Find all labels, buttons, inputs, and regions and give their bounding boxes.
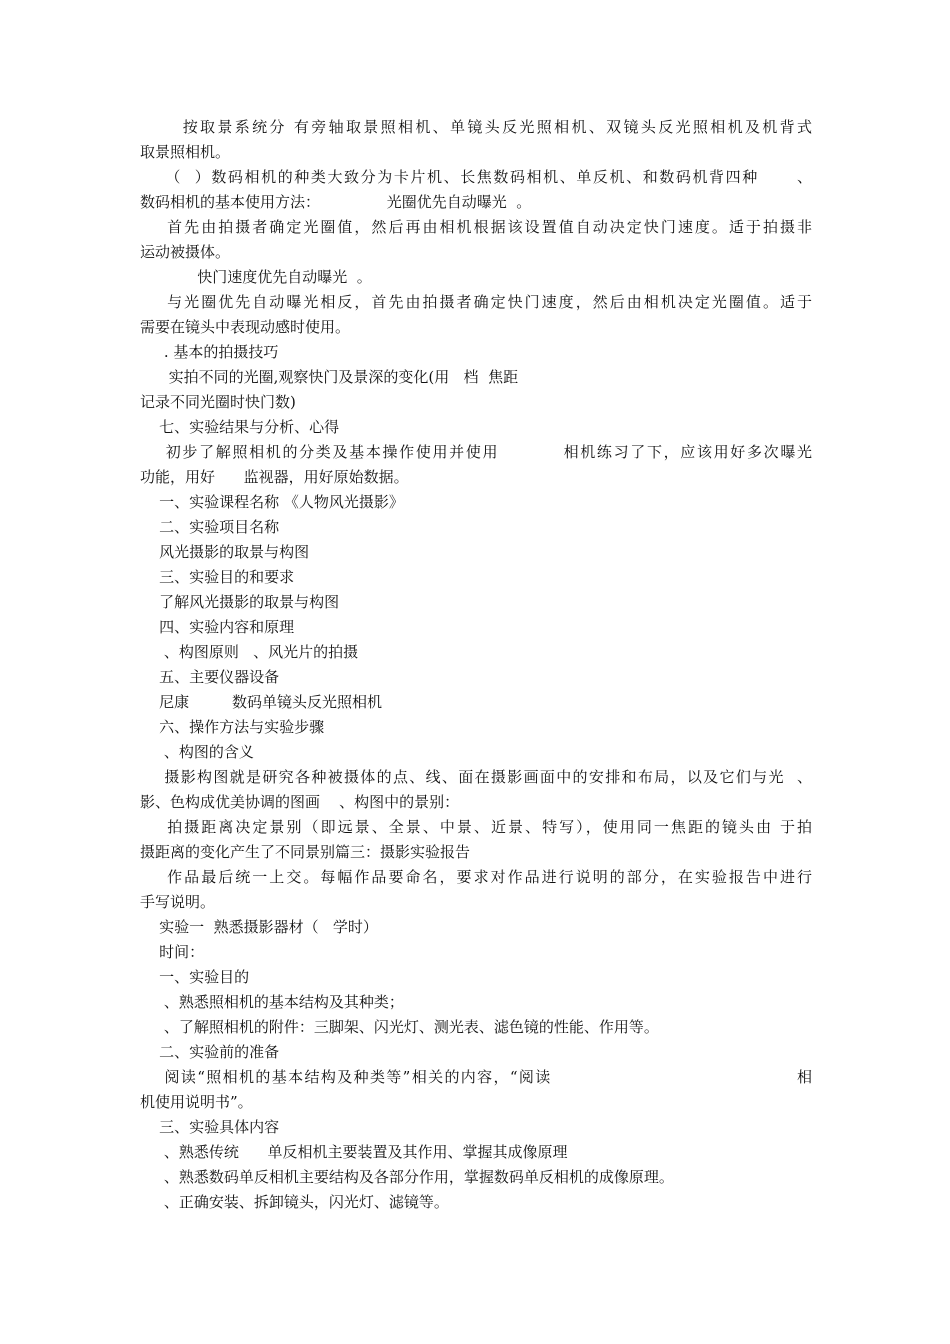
text-line: 需要在镜头中表现动感时使用。 [140,318,351,336]
text-line: 运动被摄体。 [140,243,231,261]
section-heading: 三、实验具体内容 [140,1118,280,1136]
text-line: 了解风光摄影的取景与构图 [140,593,340,611]
text-line: 作品最后统一上交。每幅作品要命名，要求对作品进行说明的部分，在实验报告中进行 [140,868,812,886]
section-heading: 六、操作方法与实验步骤 [140,718,325,736]
text-line: 首先由拍摄者确定光圈值，然后再由相机根据该设置值自动决定快门速度。适于拍摄非 [140,218,812,236]
section-heading: 五、主要仪器设备 [140,668,280,686]
text-line: 、熟悉传统 单反相机主要装置及其作用、掌握其成像原理 [140,1143,568,1161]
text-line: 时间： [140,943,205,961]
text-line: 、了解照相机的附件：三脚架、闪光灯、测光表、滤色镜的性能、作用等。 [140,1018,659,1036]
text-line: 手写说明。 [140,893,216,911]
text-line: （ ）数码相机的种类大致分为卡片机、长焦数码相机、单反机、和数码机背四种 、 [140,168,812,186]
text-line: 初步了解照相机的分类及基本操作使用并使用 相机练习了下，应该用好多次曝光 [140,443,812,461]
section-heading: 二、实验前的准备 [140,1043,280,1061]
text-line: 快门速度优先自动曝光 。 [140,268,372,286]
text-line: 摄影构图就是研究各种被摄体的点、线、面在摄影画面中的安排和布局，以及它们与光 、 [140,768,812,786]
section-heading: 一、实验课程名称 《人物风光摄影》 [140,493,404,511]
text-line: 数码相机的基本使用方法： 光圈优先自动曝光 。 [140,193,532,211]
text-line: 风光摄影的取景与构图 [140,543,310,561]
text-line: 阅读“照相机的基本结构及种类等”相关的内容，“阅读 相 [140,1068,812,1086]
text-line: 机使用说明书”。 [140,1093,253,1111]
text-line: 拍摄距离决定景别（即远景、全景、中景、近景、特写），使用同一焦距的镜头由 于拍 [140,818,812,836]
text-line: 、熟悉数码单反相机主要结构及各部分作用，掌握数码单反相机的成像原理。 [140,1168,674,1186]
section-heading: 七、实验结果与分析、心得 [140,418,340,436]
section-heading: 实验一 熟悉摄影器材（ 学时） [140,918,378,936]
text-line: 影、色构成优美协调的图画 、构图中的景别： [140,793,460,811]
text-line: 按取景系统分 有旁轴取景照相机、单镜头反光照相机、双镜头反光照相机及机背式 [140,118,812,136]
text-line: 取景照相机。 [140,143,231,161]
text-line: 、正确安装、拆卸镜头，闪光灯、滤镜等。 [140,1193,449,1211]
text-line: 功能，用好 监视器，用好原始数据。 [140,468,409,486]
section-heading: 四、实验内容和原理 [140,618,295,636]
text-line: 、熟悉照相机的基本结构及其种类； [140,993,404,1011]
text-line: 、构图原则 、风光片的拍摄 [140,643,359,661]
text-line: 尼康 数码单镜头反光照相机 [140,693,382,711]
section-heading: 三、实验目的和要求 [140,568,295,586]
text-line: 摄距离的变化产生了不同景别篇三：摄影实验报告 [140,843,471,861]
text-line: 与光圈优先自动曝光相反，首先由拍摄者确定快门速度，然后由相机决定光圈值。适于 [140,293,812,311]
text-line: 记录不同光圈时快门数) [140,393,296,411]
section-heading: 一、实验目的 [140,968,250,986]
text-line: 实拍不同的光圈,观察快门及景深的变化(用 档 焦距 [140,368,519,386]
text-line: 、构图的含义 [140,743,254,761]
section-heading: 二、实验项目名称 [140,518,280,536]
text-line: . 基本的拍摄技巧 [140,343,279,361]
